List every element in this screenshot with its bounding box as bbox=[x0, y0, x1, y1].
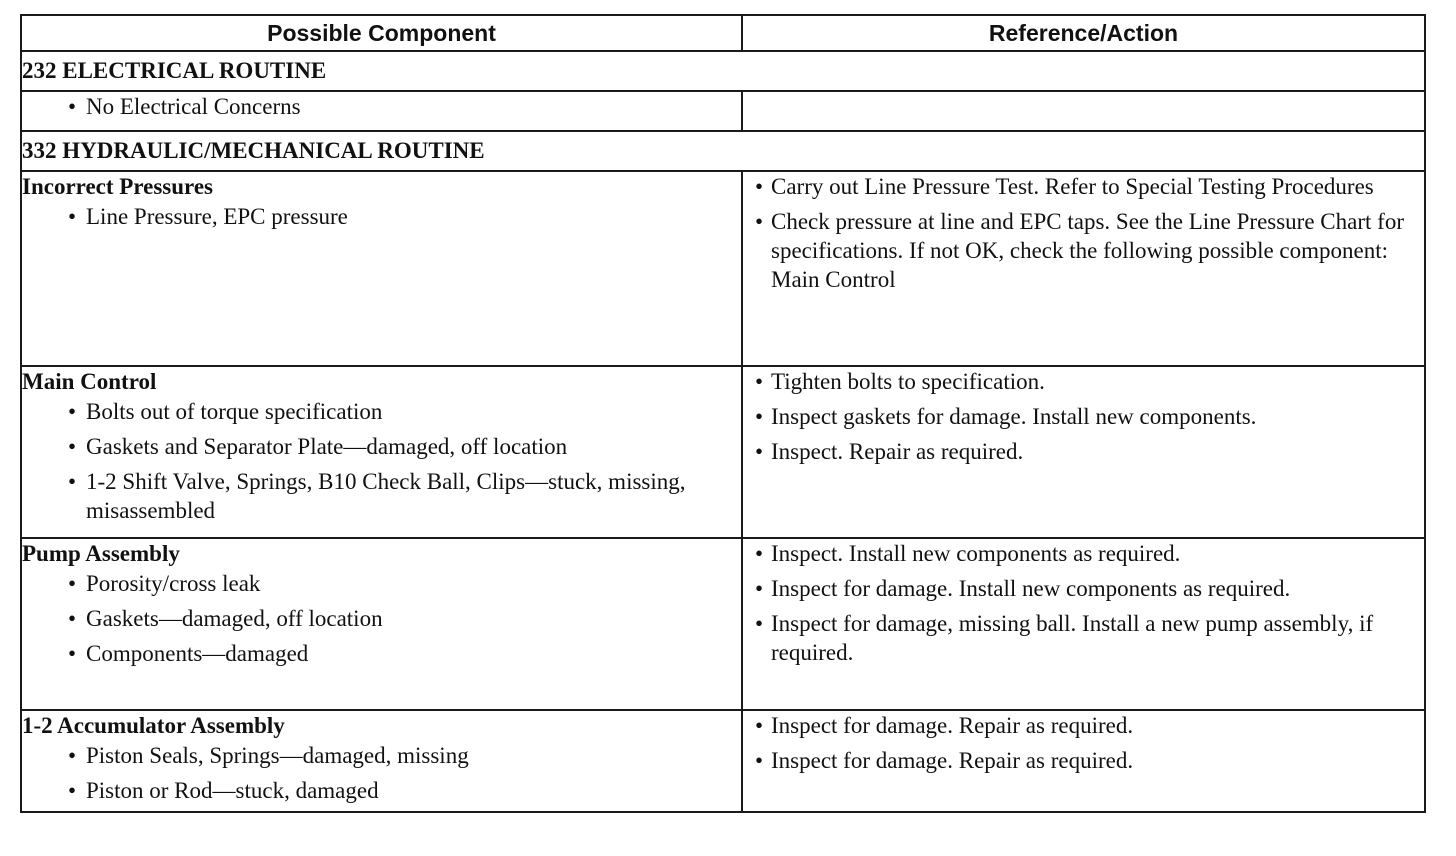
action-item: • Inspect for damage. Repair as required. bbox=[743, 746, 1424, 775]
component-item: • Gaskets—damaged, off location bbox=[22, 604, 741, 633]
action-item: • Inspect gaskets for damage. Install new components. bbox=[743, 402, 1424, 431]
component-item: • No Electrical Concerns bbox=[22, 92, 741, 122]
action-item: • Inspect. Install new components as required. bbox=[743, 539, 1424, 568]
group-title: 1-2 Accumulator Assembly bbox=[22, 713, 285, 738]
table-row bbox=[21, 91, 1425, 131]
component-cell bbox=[21, 710, 742, 812]
action-item: • Inspect for damage. Repair as required. bbox=[743, 711, 1424, 740]
group-row-incorrect-pressures bbox=[21, 171, 1425, 366]
group-title: Main Control bbox=[22, 369, 157, 394]
action-cell bbox=[742, 366, 1425, 538]
action-item: • Check pressure at line and EPC taps. See the Line Pressure Chart for specifications. If not OK, check the following possible component: Main Control bbox=[743, 207, 1424, 294]
component-cell bbox=[21, 91, 742, 131]
action-cell bbox=[742, 538, 1425, 710]
header-action: Reference/Action bbox=[742, 15, 1425, 51]
component-item: • Piston Seals, Springs—damaged, missing bbox=[22, 741, 741, 770]
component-item: • Porosity/cross leak bbox=[22, 569, 741, 598]
component-cell bbox=[21, 366, 742, 538]
component-item: • 1-2 Shift Valve, Springs, B10 Check Ball, Clips—stuck, missing, misassembled bbox=[22, 467, 741, 525]
section-title: 232 ELECTRICAL ROUTINE bbox=[21, 51, 1425, 91]
group-title: Incorrect Pressures bbox=[22, 174, 213, 199]
section-title: 332 HYDRAULIC/MECHANICAL ROUTINE bbox=[21, 131, 1425, 171]
component-item: • Piston or Rod—stuck, damaged bbox=[22, 776, 741, 805]
group-row-accumulator bbox=[21, 710, 1425, 812]
action-cell bbox=[742, 710, 1425, 812]
action-cell bbox=[742, 91, 1425, 131]
section-row-hydraulic bbox=[21, 131, 1425, 171]
component-item: • Bolts out of torque specification bbox=[22, 397, 741, 426]
component-item: • Line Pressure, EPC pressure bbox=[22, 202, 741, 231]
component-cell bbox=[21, 171, 742, 366]
action-item: • Inspect for damage, missing ball. Install a new pump assembly, if required. bbox=[743, 609, 1424, 667]
group-title: Pump Assembly bbox=[22, 541, 180, 566]
component-item: • Gaskets and Separator Plate—damaged, off location bbox=[22, 432, 741, 461]
section-row-electrical bbox=[21, 51, 1425, 91]
action-cell bbox=[742, 171, 1425, 366]
action-item: • Carry out Line Pressure Test. Refer to Special Testing Procedures bbox=[743, 172, 1424, 201]
action-item: • Inspect. Repair as required. bbox=[743, 437, 1424, 466]
header-row bbox=[21, 15, 1425, 51]
component-item: • Components—damaged bbox=[22, 639, 741, 668]
group-row-main-control bbox=[21, 366, 1425, 538]
header-component: Possible Component bbox=[21, 15, 742, 51]
action-item: • Tighten bolts to specification. bbox=[743, 367, 1424, 396]
group-row-pump-assembly bbox=[21, 538, 1425, 710]
component-cell bbox=[21, 538, 742, 710]
action-item: • Inspect for damage. Install new components as required. bbox=[743, 574, 1424, 603]
diagnostic-table bbox=[20, 14, 1426, 813]
